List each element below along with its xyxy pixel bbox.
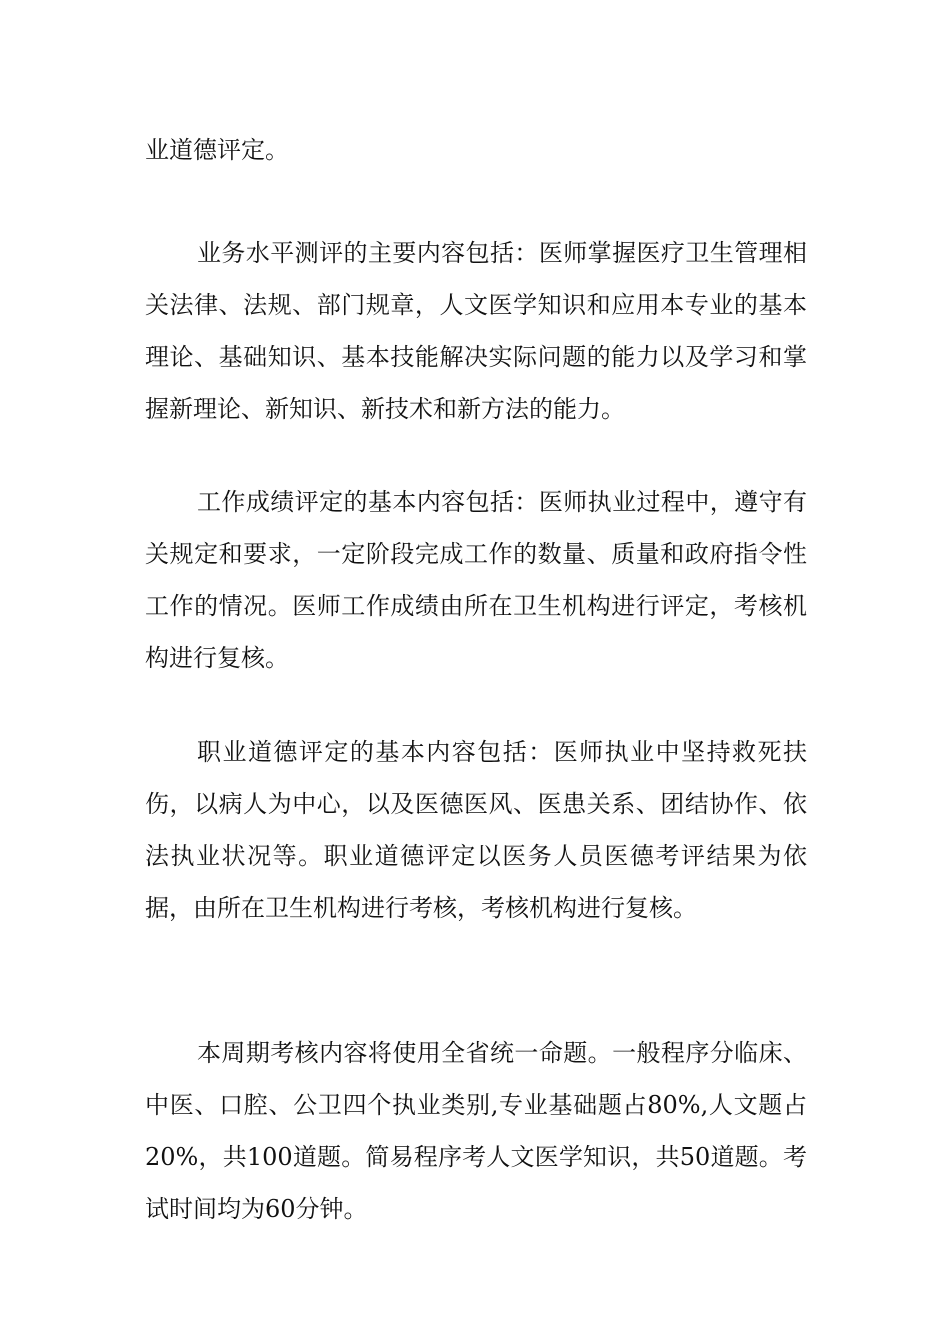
paragraph-professional-ethics-evaluation: 职业道德评定的基本内容包括：医师执业中坚持救死扶伤，以病人为中心，以及医德医风、医患关系、团结协作、依法执业状况等。职业道德评定以医务人员医德考评结果为依据，由所在卫生机构进行考核，考核机构进行复核。 xyxy=(145,738,807,922)
paragraph-work-performance-evaluation: 工作成绩评定的基本内容包括：医师执业过程中，遵守有关规定和要求，一定阶段完成工作的数量、质量和政府指令性工作的情况。医师工作成绩由所在卫生机构进行评定，考核机构进行复核。 xyxy=(145,488,807,672)
paragraph-business-level-assessment: 业务水平测评的主要内容包括：医师掌握医疗卫生管理相关法律、法规、部门规章，人文医学知识和应用本专业的基本理论、基础知识、基本技能解决实际问题的能力以及学习和掌握新理论、新知识、新技术和新方法的能力。 xyxy=(145,239,807,423)
paragraph-continuation: 业道德评定。 xyxy=(145,136,289,164)
paragraph-exam-content: 本周期考核内容将使用全省统一命题。一般程序分临床、中医、口腔、公卫四个执业类别,专业基础题占80%,人文题占20%，共100道题。简易程序考人文医学知识，共50道题。考试时间均为60分钟。 xyxy=(145,1039,807,1223)
